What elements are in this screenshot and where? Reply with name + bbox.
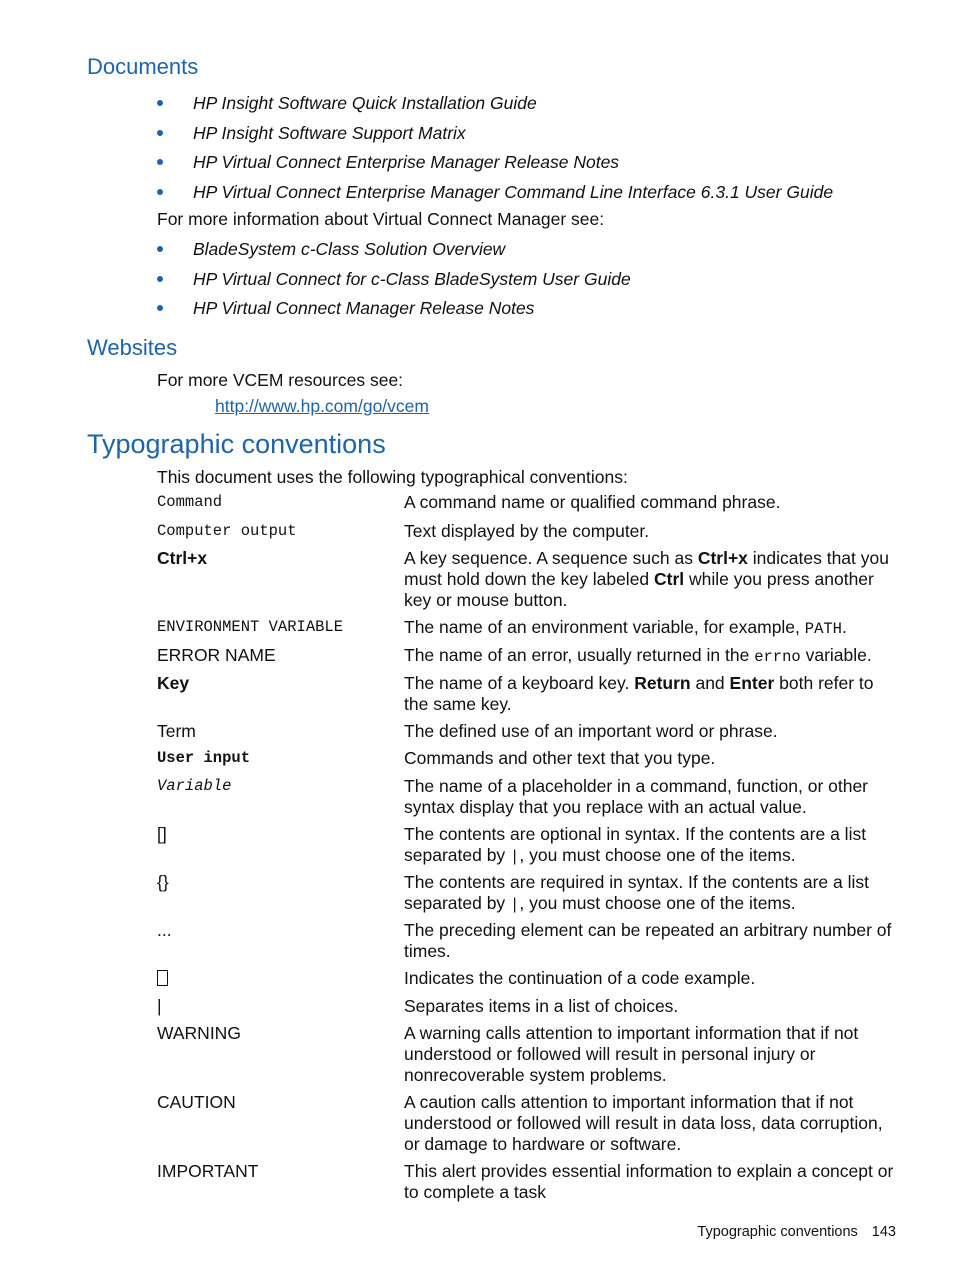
websites-intro: For more VCEM resources see: (157, 370, 404, 390)
list-item: HP Insight Software Quick Installation Guide (157, 93, 833, 123)
description: The name of a placeholder in a command, function, or other syntax display that you replace with an actual value. (404, 776, 869, 817)
list-item: HP Virtual Connect Enterprise Manager Release Notes (157, 152, 833, 182)
description: A command name or qualified command phrase. (404, 492, 781, 512)
table-row (157, 673, 897, 721)
description: The preceding element can be repeated an arbitrary number of times. (404, 920, 892, 961)
table-row (157, 748, 897, 776)
term-key-sequence: Ctrl+x (157, 548, 208, 568)
table-row (157, 776, 897, 824)
bullet-icon (157, 246, 163, 252)
term-environment-variable: ENVIRONMENT VARIABLE (157, 618, 344, 636)
bullet-icon (157, 276, 163, 282)
term-error-name: ERROR NAME (157, 645, 276, 665)
bullet-icon (157, 100, 163, 106)
bullet-icon (157, 130, 163, 136)
vcem-link[interactable]: http://www.hp.com/go/vcem (215, 396, 429, 416)
documents-list (157, 93, 833, 211)
table-row (157, 1161, 897, 1209)
table-row (157, 617, 897, 645)
table-row (157, 968, 897, 996)
table-row (157, 548, 897, 617)
list-item: HP Insight Software Support Matrix (157, 123, 833, 153)
table-row (157, 1092, 897, 1161)
description: This alert provides essential information to explain a concept or to complete a task (404, 1161, 894, 1202)
list-item: HP Virtual Connect Manager Release Notes (157, 298, 631, 328)
term-warning: WARNING (157, 1023, 241, 1043)
vcm-intro: For more information about Virtual Connect Manager see: (157, 209, 605, 229)
bullet-icon (157, 305, 163, 311)
description: Commands and other text that you type. (404, 748, 716, 768)
description: The name of an environment variable, for example, PATH. (404, 617, 847, 638)
term-computer-output: Computer output (157, 522, 297, 540)
table-row (157, 1023, 897, 1092)
conventions-table (157, 492, 897, 1209)
term-caution: CAUTION (157, 1092, 236, 1112)
description: A caution calls attention to important information that if not understood or followed will result in data loss, data corruption, or damage to hardware or software. (404, 1092, 883, 1154)
description: A warning calls attention to important information that if not understood or followed will result in personal injury or nonrecoverable system problems. (404, 1023, 859, 1085)
list-item: BladeSystem c-Class Solution Overview (157, 239, 631, 269)
description: A key sequence. A sequence such as Ctrl+x indicates that you must hold down the key labeled Ctrl while you press another key or mouse button. (404, 548, 889, 610)
term-brackets: [] (157, 824, 167, 844)
term-command: Command (157, 493, 223, 511)
table-row (157, 996, 897, 1023)
table-row (157, 872, 897, 920)
term-pipe: | (157, 996, 162, 1016)
term-ellipsis: ... (157, 920, 172, 940)
bullet-icon (157, 159, 163, 165)
description: Separates items in a list of choices. (404, 996, 679, 1016)
description: Text displayed by the computer. (404, 521, 650, 541)
continuation-icon (157, 970, 168, 986)
table-row (157, 521, 897, 548)
description: The contents are optional in syntax. If the contents are a list separated by |, you must choose one of the items. (404, 824, 867, 866)
conventions-intro: This document uses the following typographical conventions: (157, 467, 628, 487)
description: The name of a keyboard key. Return and Enter both refer to the same key. (404, 673, 874, 714)
description: The defined use of an important word or phrase. (404, 721, 778, 741)
table-row (157, 920, 897, 968)
websites-heading: Websites (87, 335, 178, 360)
table-row (157, 645, 897, 673)
page-number: 143 (871, 1224, 896, 1240)
footer-section-title: Typographic conventions (697, 1224, 858, 1240)
documents-heading: Documents (87, 54, 199, 79)
table-row (157, 824, 897, 872)
conventions-heading: Typographic conventions (87, 429, 386, 459)
page-footer (697, 1222, 896, 1242)
description: The name of an error, usually returned in the errno variable. (404, 645, 872, 666)
term-variable: Variable (157, 777, 232, 795)
term-braces: {} (157, 872, 169, 892)
table-row (157, 721, 897, 748)
term-key: Key (157, 673, 190, 693)
term-user-input: User input (157, 749, 251, 767)
list-item: HP Virtual Connect Enterprise Manager Command Line Interface 6.3.1 User Guide (157, 182, 833, 212)
bullet-icon (157, 189, 163, 195)
term-term: Term (157, 721, 196, 741)
vcm-list (157, 239, 631, 328)
description: The contents are required in syntax. If the contents are a list separated by |, you must choose one of the items. (404, 872, 869, 914)
table-row (157, 492, 897, 521)
term-important: IMPORTANT (157, 1161, 259, 1181)
description: Indicates the continuation of a code example. (404, 968, 756, 988)
list-item: HP Virtual Connect for c-Class BladeSystem User Guide (157, 269, 631, 299)
term-continuation (157, 968, 404, 996)
